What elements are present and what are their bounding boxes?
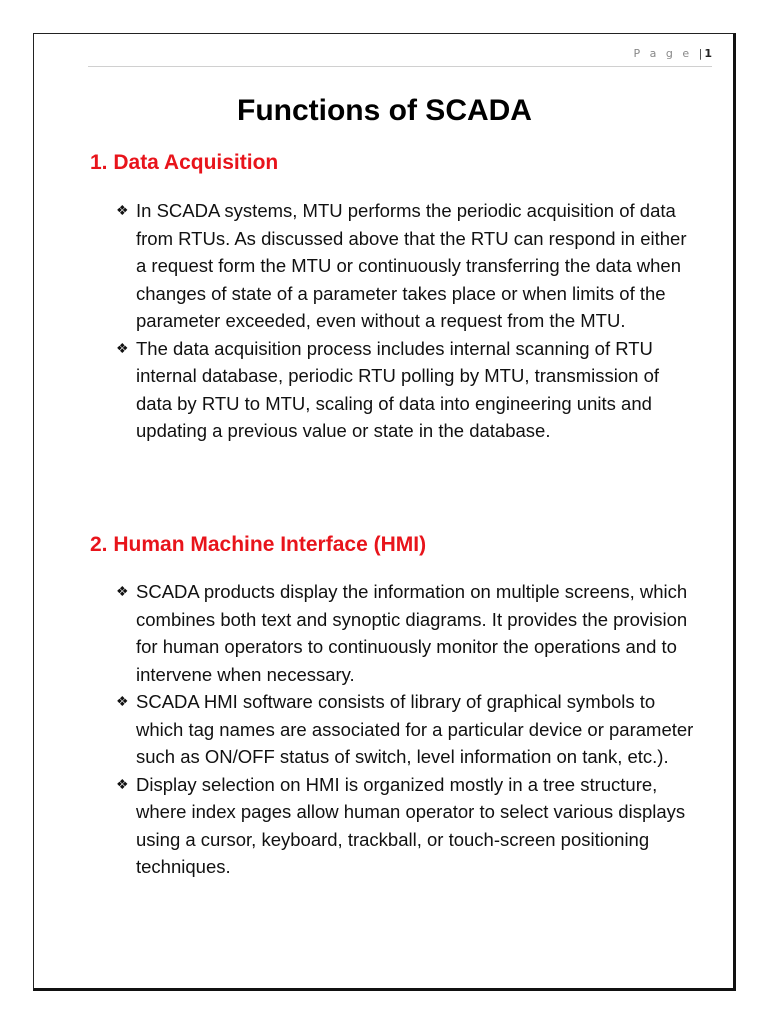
header-divider	[88, 66, 712, 67]
bullet-text: The data acquisition process includes internal scanning of RTU internal database, periodic RTU polling by MTU, transmission of data by RTU to MTU, scaling of data into engineering units and updating a previous value or state in the database.	[136, 337, 660, 441]
bullet-text: In SCADA systems, MTU performs the periodic acquisition of data from RTUs. As discussed above that the RTU can respond in either a request form the MTU or continuously transferring the data when changes of state of a parameter takes place or when limits of the parameter exceeded, even without a request from the MTU.	[136, 200, 687, 331]
diamond-dots-bullet-icon: ❖	[116, 202, 129, 218]
page-number: 1	[704, 47, 712, 60]
diamond-dots-bullet-icon: ❖	[116, 693, 129, 709]
bullet-text: SCADA products display the information on multiple screens, which combines both text and synoptic diagrams. It provides the provision for human operators to continuously monitor the operations and to intervene when necessary.	[136, 581, 688, 685]
list-item	[116, 197, 696, 335]
list-item	[116, 578, 696, 688]
diamond-dots-bullet-icon: ❖	[116, 583, 129, 599]
page-number-header	[634, 47, 713, 60]
list-item	[116, 688, 696, 771]
section-heading-data-acquisition: 1. Data Acquisition	[90, 151, 279, 174]
page-title: Functions of SCADA	[237, 94, 532, 127]
section-heading-hmi: 2. Human Machine Interface (HMI)	[90, 533, 427, 556]
diamond-dots-bullet-icon: ❖	[116, 339, 129, 356]
bullet-list-data-acquisition	[116, 197, 696, 445]
diamond-dots-bullet-icon: ❖	[116, 775, 129, 792]
page-separator: |	[698, 47, 703, 60]
bullet-text: Display selection on HMI is organized mostly in a tree structure, where index pages allow human operator to select various displays using a cursor, keyboard, trackball, or touch-screen positioning techniques.	[136, 773, 686, 877]
bullet-text: SCADA HMI software consists of library of graphical symbols to which tag names are associated for a particular device or parameter such as ON/OFF status of switch, level information on tank, etc.).	[136, 691, 694, 767]
bullet-list-hmi	[116, 578, 696, 881]
list-item	[116, 771, 696, 881]
list-item	[116, 335, 696, 445]
page-label: P a g e	[633, 47, 693, 60]
